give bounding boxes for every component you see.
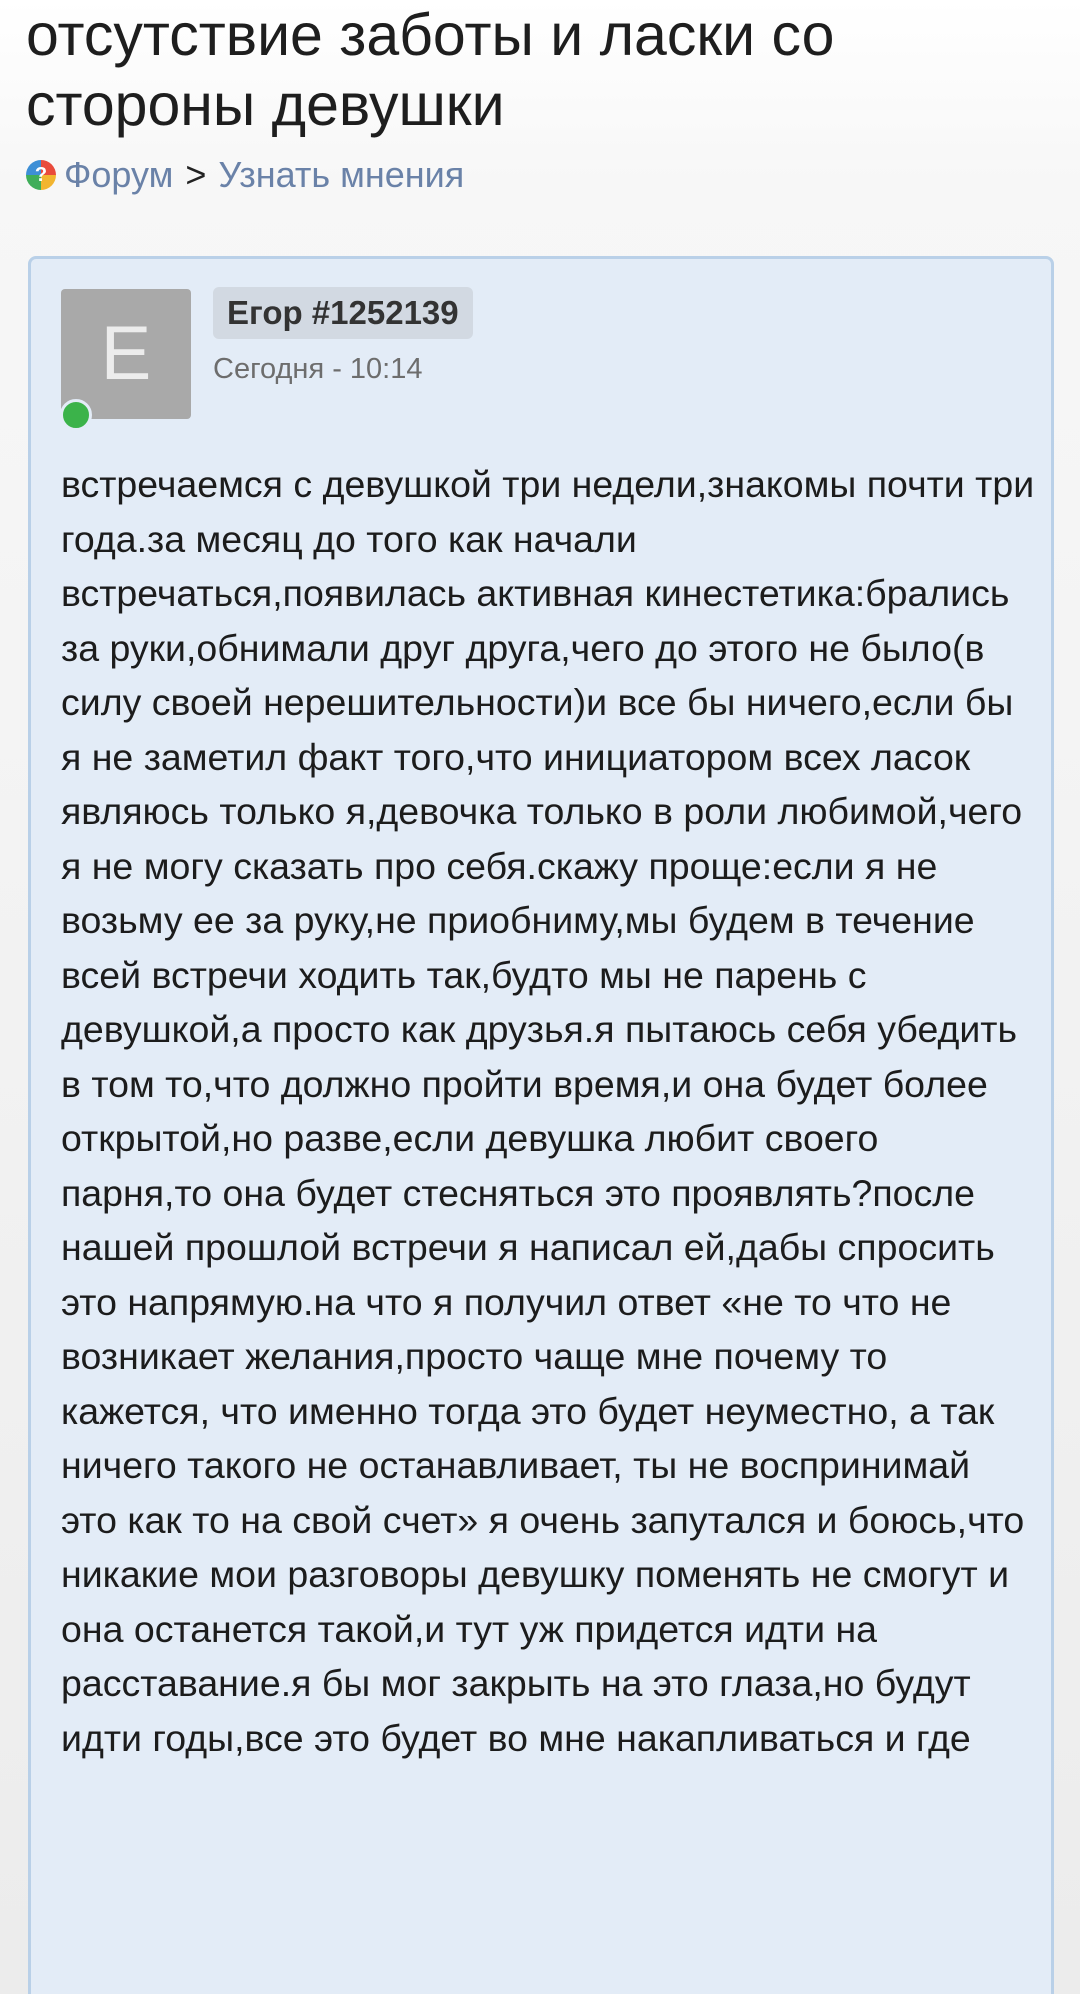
- online-status-indicator: [60, 399, 92, 431]
- post-body: встречаемся с девушкой три недели,знакомы почти три года.за месяц до того как начали встречаться,появилась активная кинестетика:брались за руки,обнимали друг друга,чего до этого не было(в силу своей нерешительности)и все бы ничего,если бы я не заметил факт того,что инициатором всех ласок являюсь только я,девочка только в роли любимой,чего я не могу сказать про себя.скажу проще:если я не возьму ее за руку,не приобниму,мы будем в течение всей встречи ходить так,будто мы не парень с девушкой,а просто как друзья.я пытаюсь себя убедить в том то,что должно пройти время,и она будет более открытой,но разве,если девушка любит своего парня,то она будет стесняться это проявлять?после нашей прошлой встречи я написал ей,дабы спросить это напрямую.на что я получил ответ «не то что не возникает желания,просто чаще мне почему то кажется, что именно тогда это будет неуместно, а так ничего такого не останавливает, ты не воспринимай это как то на свой счет» я очень запутался и боюсь,что никакие мои разговоры девушку поменять не смогут и она останется такой,и тут уж придется идти на расставание.я бы мог закрыть на это глаза,но будут идти годы,все это будет во мне накапливаться и где: [61, 463, 1035, 1759]
- avatar-letter: E: [100, 311, 152, 396]
- thread-title: отсутствие заботы и ласки со стороны девушки: [26, 2, 835, 138]
- breadcrumb-section-link[interactable]: Узнать мнения: [218, 154, 465, 195]
- post-timestamp: Сегодня - 10:14: [213, 353, 423, 385]
- post-author[interactable]: Егор #1252139: [213, 287, 473, 339]
- forum-question-icon: ?: [26, 160, 56, 190]
- breadcrumb-separator: >: [185, 154, 207, 195]
- breadcrumb-forum-link[interactable]: Форум: [64, 154, 174, 195]
- post-card: [28, 256, 1054, 1994]
- breadcrumb: [26, 152, 464, 198]
